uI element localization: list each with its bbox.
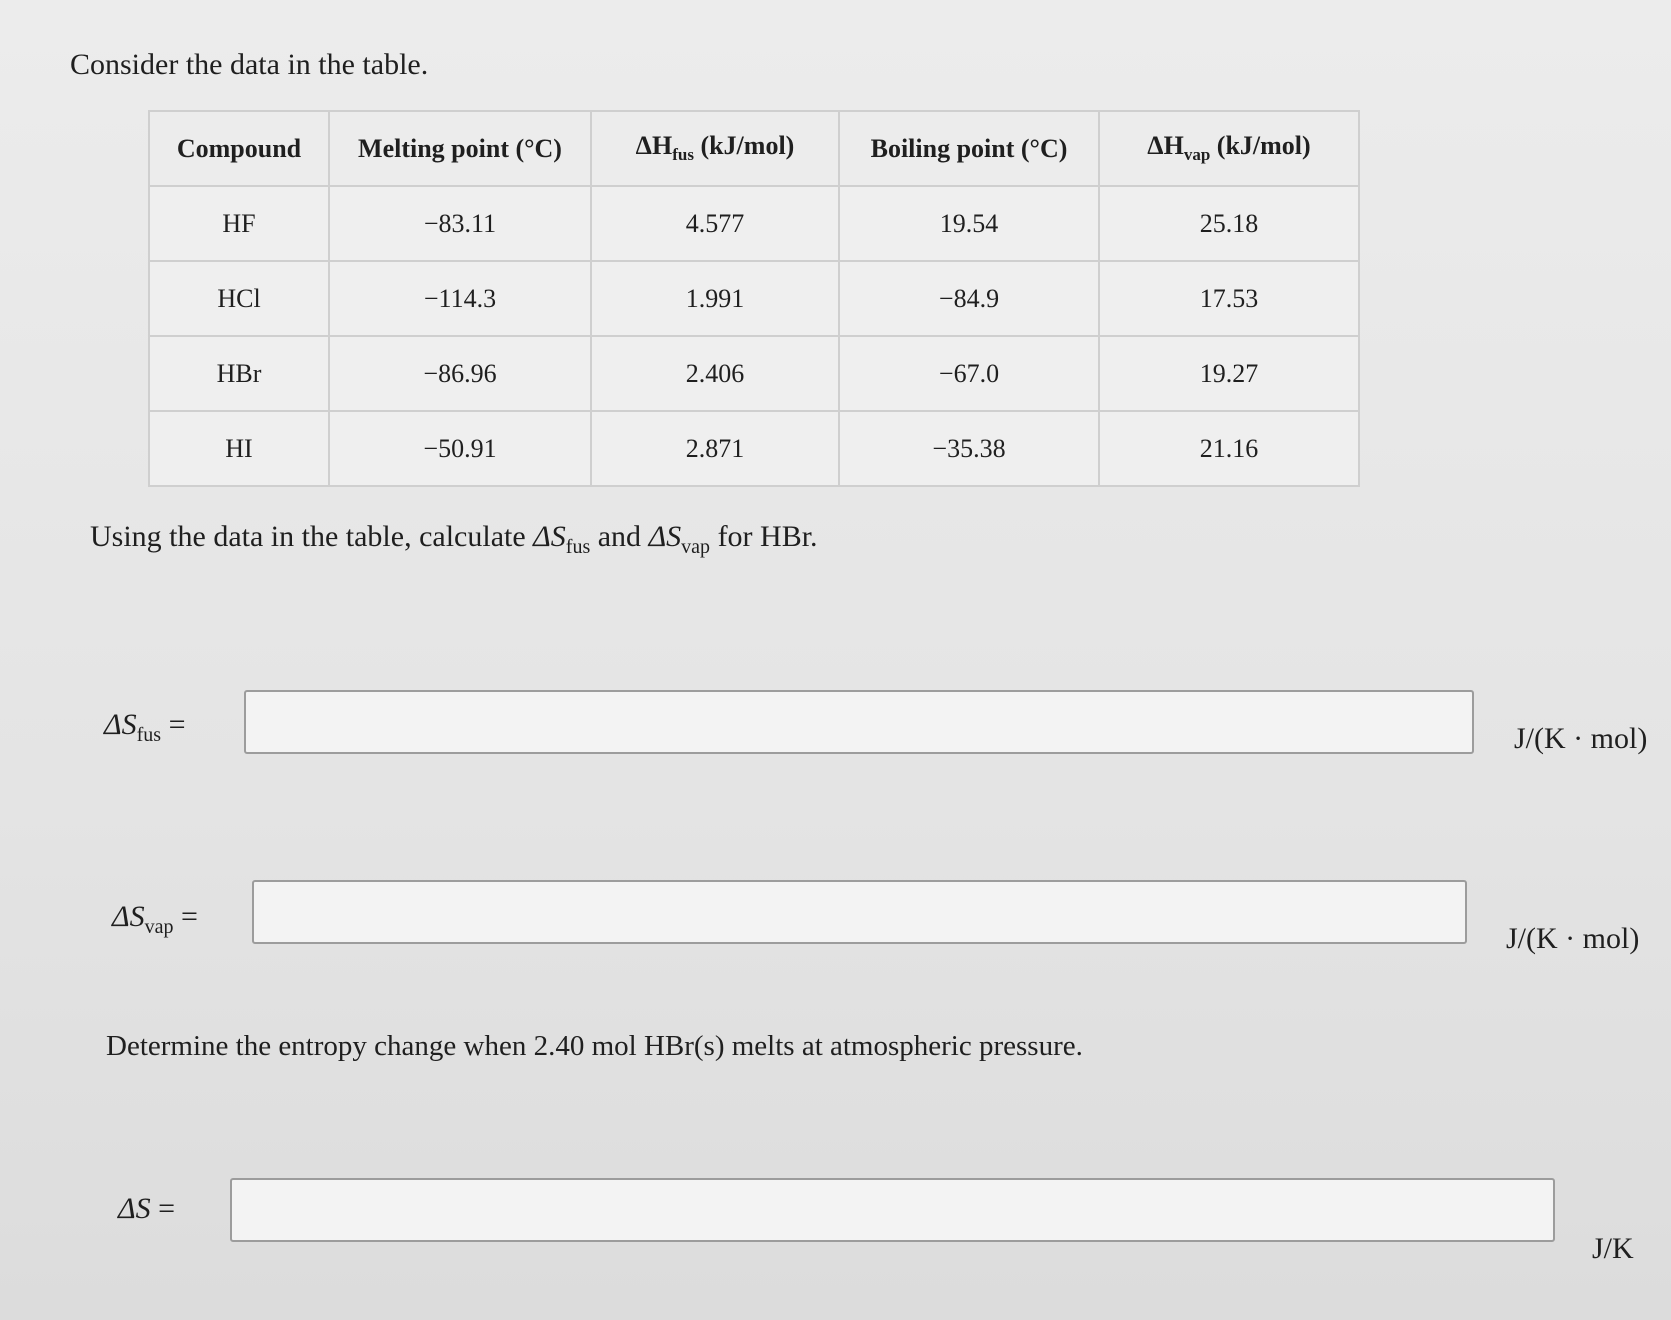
cell-compound: HF	[149, 186, 329, 261]
s-unit: J/K	[1592, 1232, 1634, 1265]
cell-compound: HCl	[149, 261, 329, 336]
header-melting-point: Melting point (°C)	[329, 111, 591, 186]
sfus-label-symbol: ΔS	[104, 708, 137, 741]
header-hfus	[591, 111, 839, 186]
table-row	[149, 186, 1359, 261]
s-input[interactable]	[230, 1178, 1555, 1242]
header-hvap-sub: vap	[1183, 145, 1211, 165]
header-hfus-unit: (kJ/mol)	[700, 131, 795, 161]
header-hfus-prefix: ΔH	[635, 131, 673, 161]
header-hvap-prefix: ΔH	[1147, 131, 1184, 161]
cell-hfus: 2.406	[591, 336, 839, 411]
sfus-label-sub: fus	[136, 724, 162, 746]
table-row	[149, 261, 1359, 336]
sfus-label	[104, 708, 185, 747]
cell-hfus: 4.577	[591, 186, 839, 261]
svap-label-sub: vap	[144, 916, 174, 938]
intro-text: Consider the data in the table.	[70, 48, 429, 81]
sfus-unit: J/(K · mol)	[1514, 722, 1648, 755]
table-row	[149, 336, 1359, 411]
cell-compound: HI	[149, 411, 329, 486]
svap-unit: J/(K · mol)	[1506, 922, 1640, 955]
question-text	[90, 520, 818, 559]
cell-melting: −86.96	[329, 336, 591, 411]
cell-hvap: 25.18	[1099, 186, 1359, 261]
s-label-eq: =	[150, 1192, 176, 1225]
cell-hvap: 21.16	[1099, 411, 1359, 486]
question-suffix: for HBr.	[710, 520, 818, 553]
s-label-symbol: ΔS	[118, 1192, 151, 1225]
question-s2: ΔS	[648, 520, 682, 553]
table-row	[149, 411, 1359, 486]
cell-melting: −83.11	[329, 186, 591, 261]
sfus-input[interactable]	[244, 690, 1474, 754]
s-label	[118, 1192, 175, 1226]
svap-label	[112, 900, 198, 939]
cell-boiling: −84.9	[839, 261, 1099, 336]
svap-input[interactable]	[252, 880, 1467, 944]
cell-boiling: −35.38	[839, 411, 1099, 486]
cell-melting: −50.91	[329, 411, 591, 486]
svap-label-eq: =	[173, 900, 198, 933]
determine-text: Determine the entropy change when 2.40 mol HBr(s) melts at atmospheric pressure.	[106, 1030, 1083, 1062]
cell-hvap: 19.27	[1099, 336, 1359, 411]
cell-compound: HBr	[149, 336, 329, 411]
question-s2-sub: vap	[681, 536, 711, 558]
header-hvap	[1099, 111, 1359, 186]
sfus-label-eq: =	[161, 708, 186, 741]
question-prefix: Using the data in the table, calculate	[90, 520, 534, 553]
question-and: and	[590, 520, 649, 553]
cell-hfus: 1.991	[591, 261, 839, 336]
header-boiling-point: Boiling point (°C)	[839, 111, 1099, 186]
header-hfus-sub: fus	[672, 145, 694, 165]
cell-hvap: 17.53	[1099, 261, 1359, 336]
cell-boiling: −67.0	[839, 336, 1099, 411]
question-s1-sub: fus	[565, 536, 591, 558]
header-compound: Compound	[149, 111, 329, 186]
cell-hfus: 2.871	[591, 411, 839, 486]
header-hvap-unit: (kJ/mol)	[1216, 131, 1311, 161]
cell-boiling: 19.54	[839, 186, 1099, 261]
svap-label-symbol: ΔS	[112, 900, 145, 933]
table-header-row	[149, 111, 1359, 186]
data-table	[148, 110, 1360, 487]
question-s1: ΔS	[533, 520, 566, 553]
cell-melting: −114.3	[329, 261, 591, 336]
